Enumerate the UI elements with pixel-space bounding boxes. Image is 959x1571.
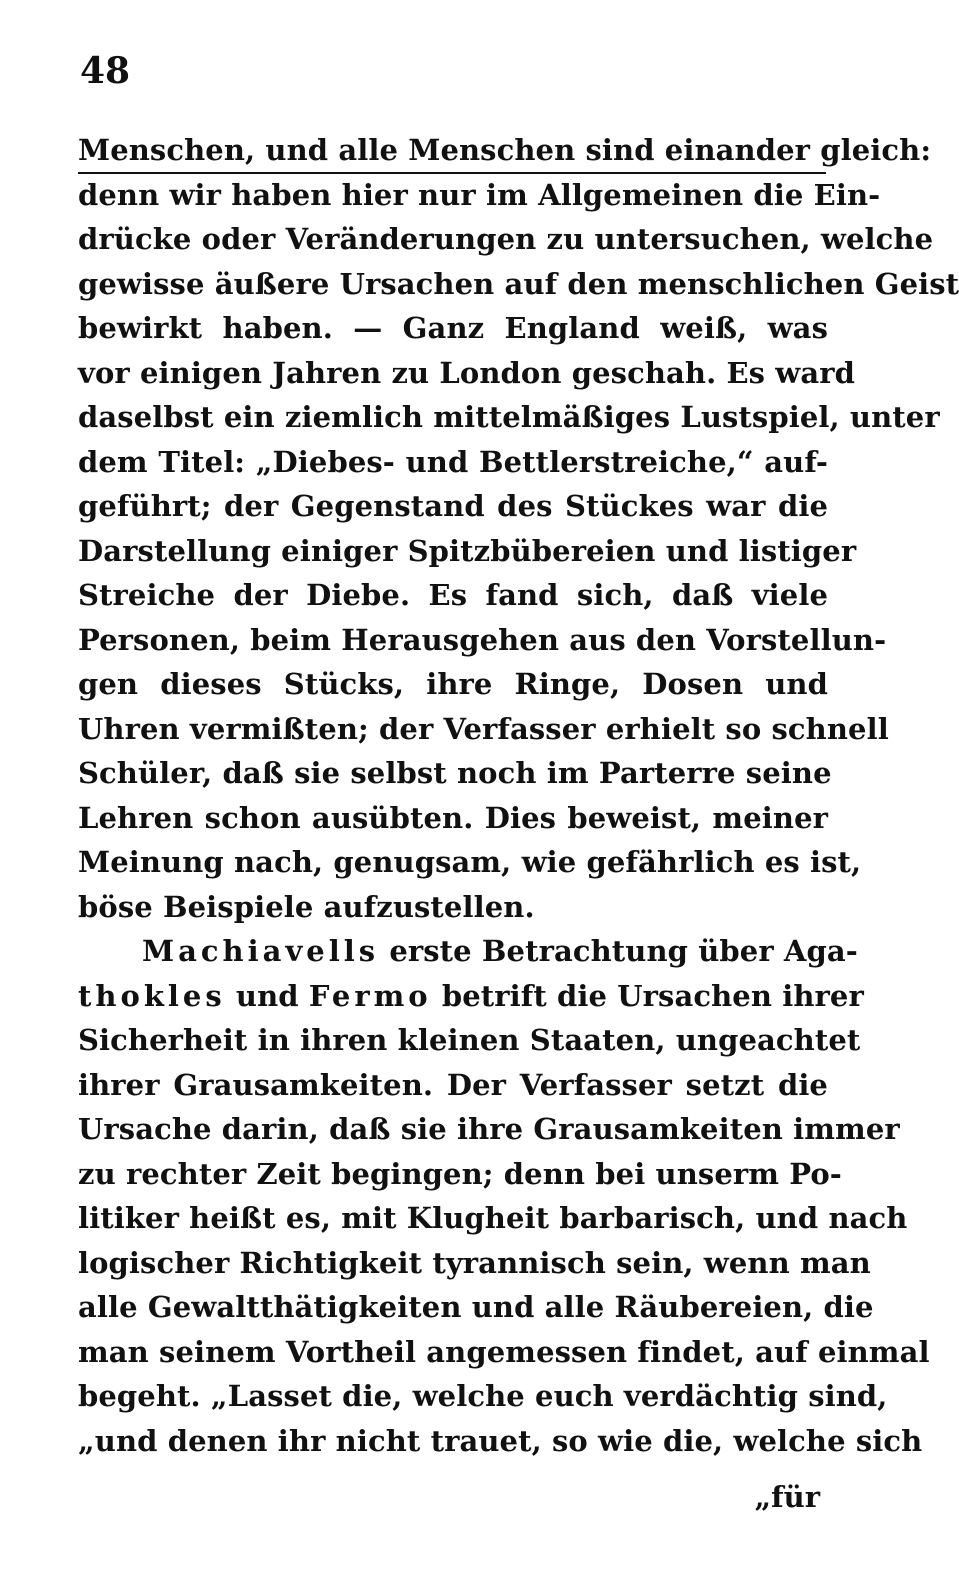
text-line: Schüler, daß sie selbst noch im Parterre seine — [78, 756, 832, 790]
text-line: Uhren vermißten; der Verfasser erhielt so schnell — [78, 711, 889, 746]
text-line: Lehren schon ausübten. Dies beweist, meiner — [78, 800, 828, 835]
text-line: Menschen, und alle Menschen sind einander gleich: — [78, 133, 932, 167]
text-line: litiker heißt es, mit Klugheit barbarisch, und nach — [78, 1201, 908, 1235]
text-line: drücke oder Veränderungen zu untersuchen, welche — [78, 222, 934, 256]
text-line: Streiche der Diebe. Es fand sich, daß viele — [78, 578, 828, 612]
text-line: begeht. „Lasset die, welche euch verdächtig sind, — [78, 1379, 888, 1413]
text-line: denn wir haben hier nur im Allgemeinen die Ein- — [78, 177, 881, 212]
text-line-paragraph-start — [78, 929, 858, 974]
name-machiavells: Machiavells — [142, 934, 380, 968]
text-line: Meinung nach, genugsam, wie gefährlich es ist, — [78, 845, 862, 879]
text-line: logischer Richtigkeit tyrannisch sein, wenn man — [78, 1245, 871, 1280]
text-line: vor einigen Jahren zu London geschah. Es ward — [78, 355, 856, 390]
text-line: böse Beispiele aufzustellen. — [78, 889, 535, 924]
word-und: und — [235, 978, 299, 1013]
text-line: Darstellung einiger Spitzbübereien und listiger — [78, 533, 857, 568]
text-line: alle Gewaltthätigkeiten und alle Räubereien, die — [78, 1290, 874, 1324]
text-line: geführt; der Gegenstand des Stückes war die — [78, 489, 828, 523]
text-line: gen dieses Stücks, ihre Ringe, Dosen und — [78, 667, 828, 701]
text-line: zu rechter Zeit begingen; denn bei unserm Po- — [78, 1156, 842, 1191]
catchword: „für — [754, 1480, 820, 1514]
text-line: dem Titel: „Diebes- und Bettlerstreiche,“ auf- — [78, 444, 828, 479]
page-number: 48 — [80, 50, 131, 92]
text-line: Sicherheit in ihren kleinen Staaten, ungeachtet — [78, 1023, 861, 1057]
text-line: gewisse äußere Ursachen auf den menschlichen Geist — [78, 266, 959, 301]
text-line — [78, 974, 864, 1019]
text-line: „und denen ihr nicht trauet, so wie die, welche sich — [78, 1423, 923, 1458]
text-line: daselbst ein ziemlich mittelmäßiges Lustspiel, unter — [78, 400, 940, 434]
line-rest: erste Betrachtung über Aga- — [389, 934, 858, 968]
text-line: Personen, beim Herausgehen aus den Vorstellun- — [78, 622, 887, 657]
body-text — [78, 128, 959, 1463]
name-fermo: Fermo — [308, 978, 432, 1013]
name-agathokles: thokles — [78, 978, 226, 1013]
line-rest: betrift die Ursachen ihrer — [441, 978, 864, 1013]
text-line: ihrer Grausamkeiten. Der Verfasser setzt die — [78, 1067, 828, 1102]
text-line: man seinem Vortheil angemessen findet, auf einmal — [78, 1334, 930, 1369]
text-line: Ursache darin, daß sie ihre Grausamkeiten immer — [78, 1112, 900, 1146]
text-line: bewirkt haben. — Ganz England weiß, was — [78, 311, 828, 345]
